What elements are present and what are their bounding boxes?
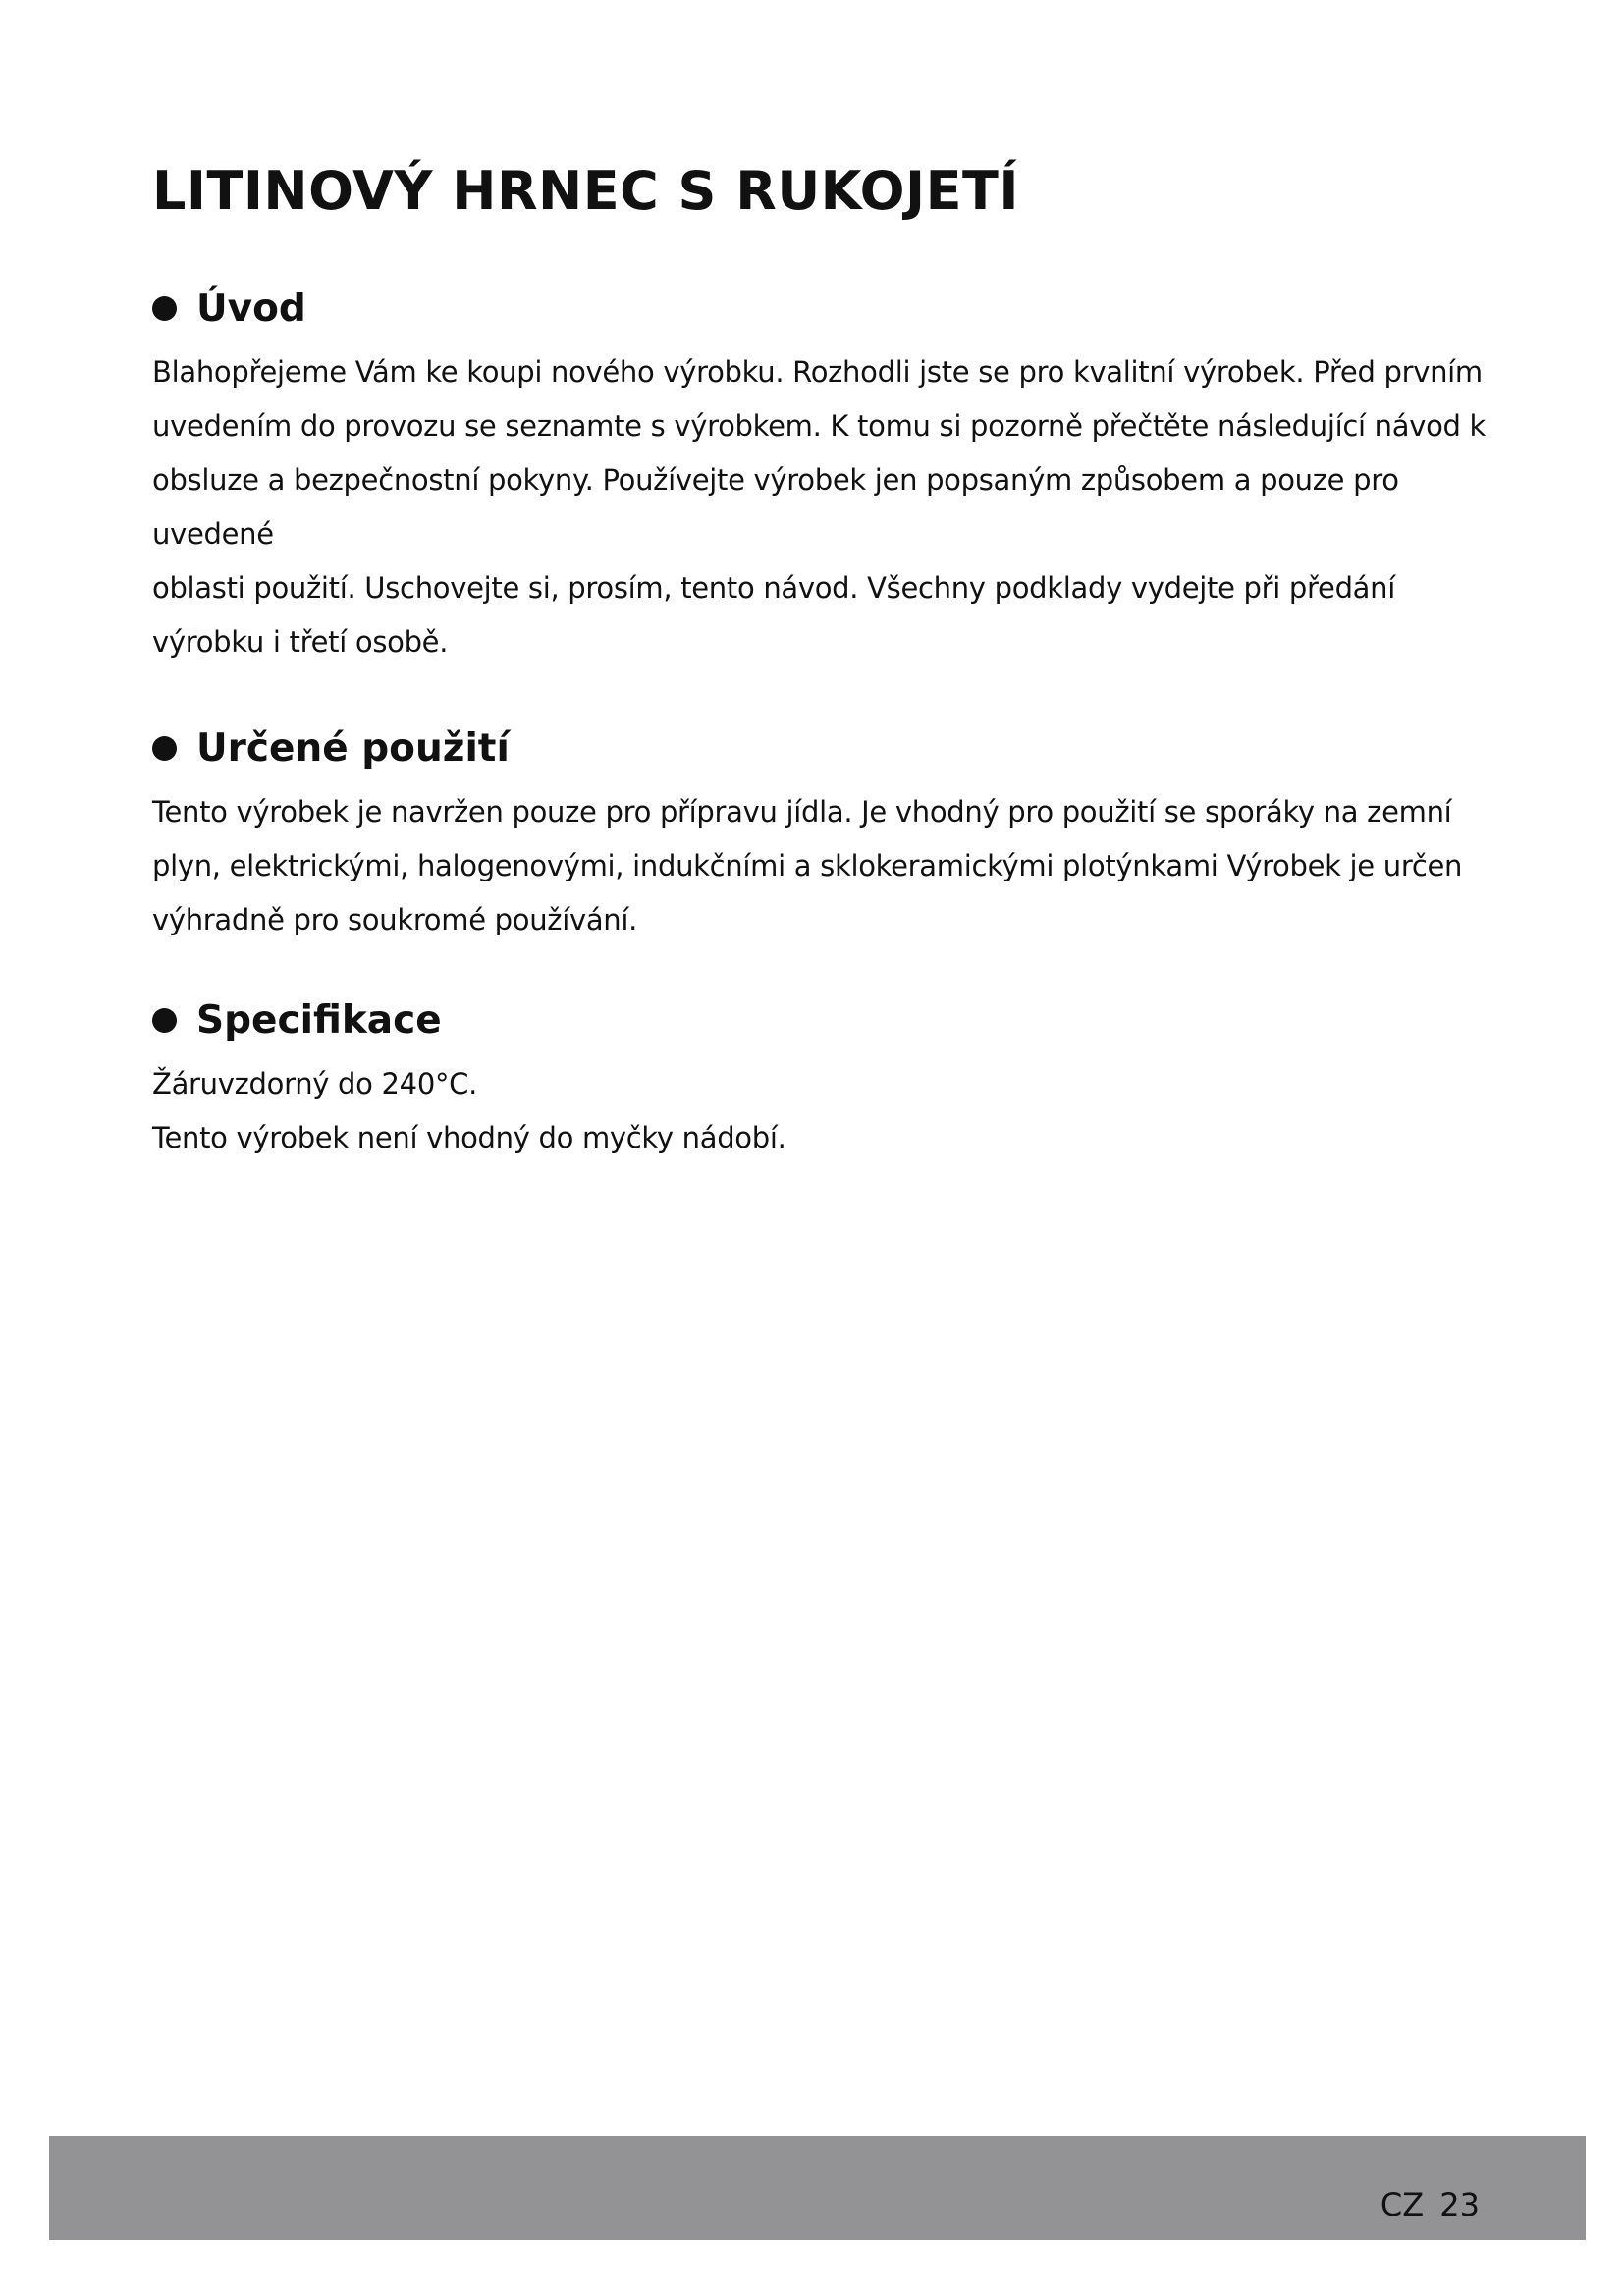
section-heading-intended-use <box>152 726 1488 771</box>
paragraph-line: plyn, elektrickými, halogenovými, indukčními a sklokeramickými plotýnkami Výrobek je určen <box>152 849 1463 882</box>
bullet-icon <box>152 296 177 321</box>
paragraph-line: Tento výrobek není vhodný do myčky nádobí. <box>152 1121 786 1154</box>
page-title: LITINOVÝ HRNEC S RUKOJETÍ <box>152 160 1019 222</box>
heading-text: Určené použití <box>196 726 510 771</box>
section-intended-use <box>152 726 1488 947</box>
paragraph-line: obsluze a bezpečnostní pokyny. Používejte výrobek jen popsaným způsobem a pouze pro <box>152 463 1399 497</box>
section-heading-specification <box>152 998 1488 1042</box>
bullet-icon <box>152 1008 177 1033</box>
paragraph-line: Žáruvzdorný do 240°C. <box>152 1067 478 1100</box>
intro-paragraph <box>152 346 1488 669</box>
paragraph-line: výrobku i třetí osobě. <box>152 625 449 659</box>
bullet-icon <box>152 736 177 761</box>
heading-text: Specifikace <box>196 998 442 1042</box>
section-intro <box>152 287 1488 669</box>
specification-paragraph <box>152 1057 1488 1165</box>
paragraph-line: Tento výrobek je navržen pouze pro přípravu jídla. Je vhodný pro použití se sporáky na zemní <box>152 795 1452 828</box>
paragraph-line: oblasti použití. Uschovejte si, prosím, tento návod. Všechny podklady vydejte při předání <box>152 571 1395 605</box>
page-number: CZ 23 <box>1380 2186 1480 2223</box>
paragraph-line: uvedením do provozu se seznamte s výrobkem. K tomu si pozorně přečtěte následující návod k <box>152 409 1487 443</box>
intended-use-paragraph <box>152 785 1488 947</box>
section-specification <box>152 998 1488 1165</box>
paragraph-line: výhradně pro soukromé používání. <box>152 903 638 936</box>
footer-bar <box>49 2136 1586 2240</box>
paragraph-line: Blahopřejeme Vám ke koupi nového výrobku. Rozhodli jste se pro kvalitní výrobek. Před prvním <box>152 355 1483 389</box>
heading-text: Úvod <box>196 287 306 331</box>
section-heading-intro <box>152 287 1488 331</box>
paragraph-line: uvedené <box>152 517 274 551</box>
